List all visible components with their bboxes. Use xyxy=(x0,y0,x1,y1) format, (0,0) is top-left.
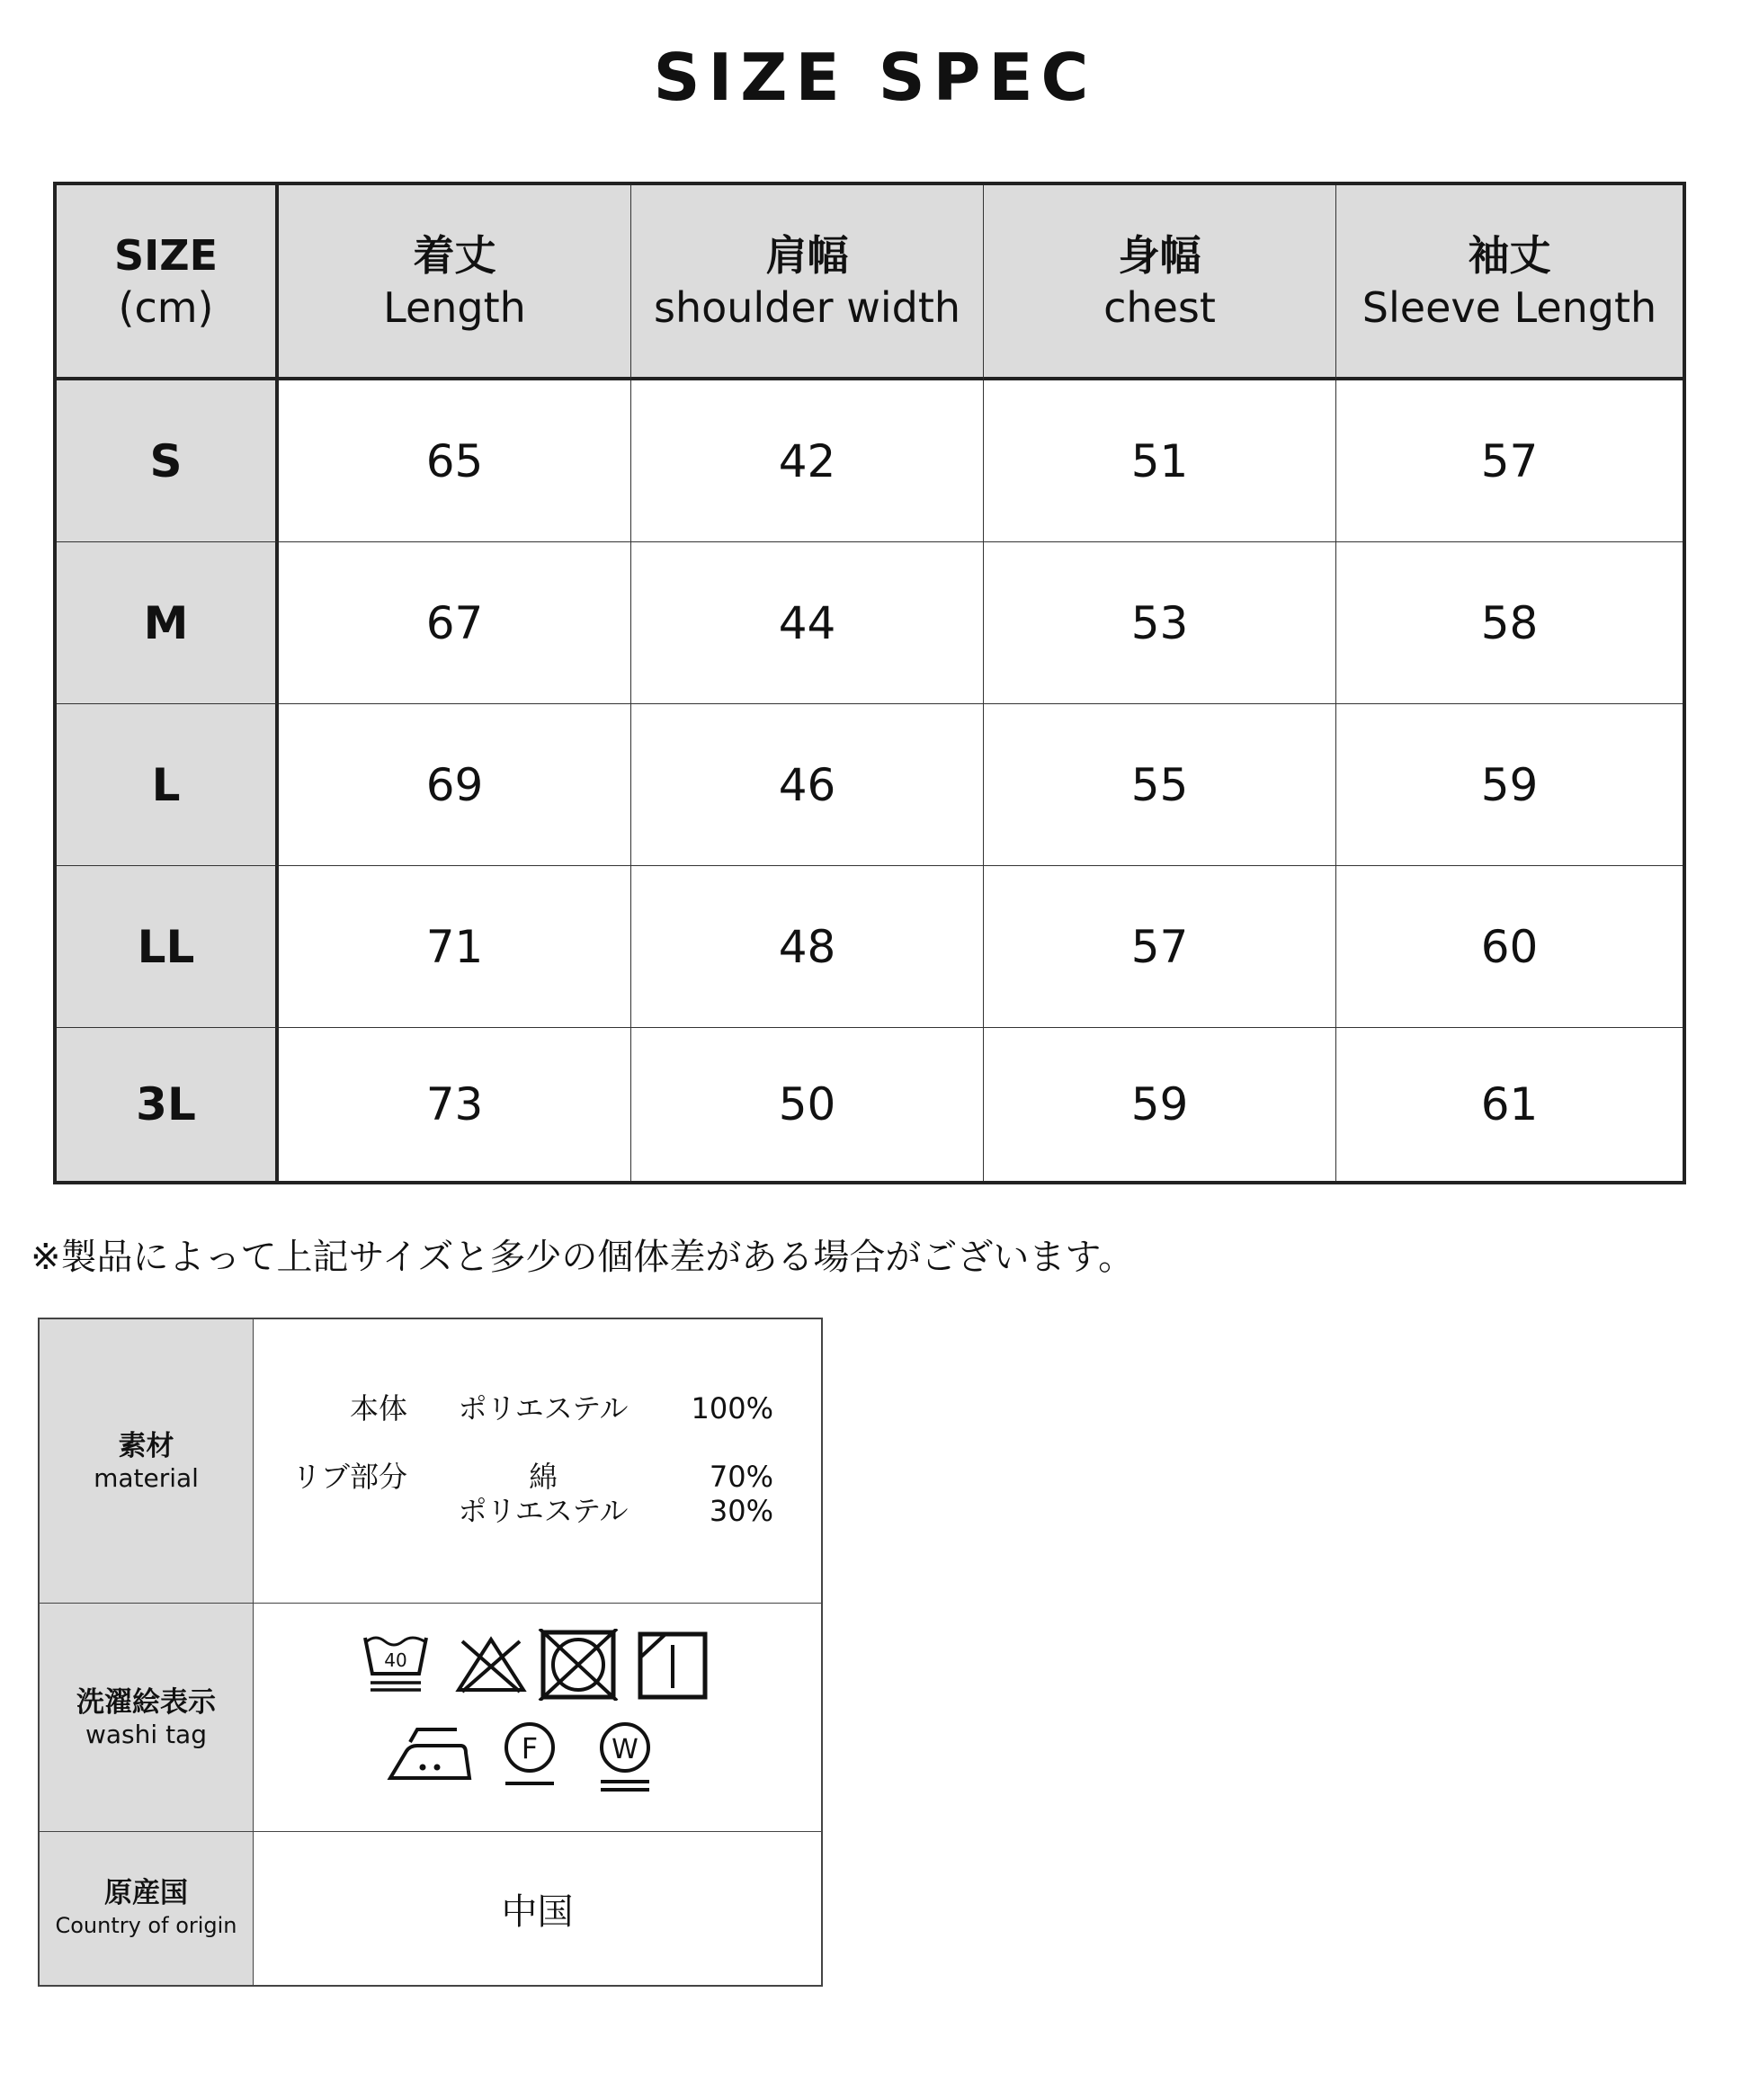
material-rib-fabric-1: 綿 xyxy=(528,1460,558,1494)
line-dry-icon xyxy=(637,1631,709,1701)
wash-symbols xyxy=(254,1604,821,1832)
table-cell: 46 xyxy=(631,704,984,866)
size-spec-table xyxy=(53,182,1686,1184)
material-label-en: material xyxy=(94,1462,199,1493)
table-cell: 65 xyxy=(279,380,631,542)
table-cell: 50 xyxy=(631,1028,984,1181)
table-cell: 57 xyxy=(1336,380,1683,542)
origin-label-jp: 原産国 xyxy=(104,1877,188,1909)
material-rib-fabric-2: ポリエステル xyxy=(458,1494,629,1528)
table-cell: 53 xyxy=(984,542,1336,704)
origin-body xyxy=(254,1832,821,1985)
row-size-label: 3L xyxy=(57,1028,279,1181)
table-cell: 51 xyxy=(984,380,1336,542)
table-cell: 60 xyxy=(1336,866,1683,1028)
header-shoulder-width xyxy=(631,185,984,380)
table-cell: 71 xyxy=(279,866,631,1028)
size-variance-note: ※製品によって上記サイズと多少の個体差がある場合がございます。 xyxy=(31,1237,1135,1278)
table-cell: 55 xyxy=(984,704,1336,866)
origin-label-en: Country of origin xyxy=(55,1913,237,1938)
material-rib-part: リブ部分 xyxy=(291,1460,407,1494)
no-tumble-dry-icon xyxy=(538,1629,619,1701)
table-cell: 48 xyxy=(631,866,984,1028)
wash-tub-40-icon xyxy=(362,1631,430,1695)
material-body-percent: 100% xyxy=(691,1391,773,1425)
table-cell: 57 xyxy=(984,866,1336,1028)
material-body-part: 本体 xyxy=(349,1391,407,1425)
wash-label-en: washi tag xyxy=(85,1719,207,1749)
table-cell: 69 xyxy=(279,704,631,866)
header-size-label: SIZE xyxy=(113,230,219,280)
wet-clean-w-icon xyxy=(595,1720,655,1796)
table-cell: 58 xyxy=(1336,542,1683,704)
header-length xyxy=(279,185,631,380)
wet-clean-letter: W xyxy=(612,1734,638,1765)
header-chest-jp: 身幅 xyxy=(1118,230,1201,280)
header-unit-label: (cm) xyxy=(118,282,214,332)
table-cell: 67 xyxy=(279,542,631,704)
table-cell: 59 xyxy=(984,1028,1336,1181)
dry-clean-f-icon xyxy=(500,1720,559,1792)
header-length-en: Length xyxy=(383,282,526,332)
row-size-label: LL xyxy=(57,866,279,1028)
header-chest-en: chest xyxy=(1103,282,1216,332)
row-size-label: M xyxy=(57,542,279,704)
page-title: SIZE SPEC xyxy=(653,40,1097,115)
material-body xyxy=(254,1319,821,1604)
wash-label-jp: 洗濯絵表示 xyxy=(76,1685,216,1719)
header-sleeve-en: Sleeve Length xyxy=(1362,282,1657,332)
header-sleeve-jp: 袖丈 xyxy=(1468,230,1551,280)
header-sleeve-length xyxy=(1336,185,1683,380)
table-cell: 61 xyxy=(1480,1078,1539,1130)
material-rib-percent-1: 70% xyxy=(709,1460,773,1494)
header-shoulder-en: shoulder width xyxy=(653,282,961,332)
row-size-label: L xyxy=(57,704,279,866)
header-length-jp: 着丈 xyxy=(413,230,496,280)
header-size-cm xyxy=(57,185,279,380)
no-bleach-icon xyxy=(453,1632,529,1695)
iron-medium-icon xyxy=(387,1724,473,1787)
material-label xyxy=(40,1319,254,1604)
table-cell: 59 xyxy=(1336,704,1683,866)
header-chest xyxy=(984,185,1336,380)
header-shoulder-jp: 肩幅 xyxy=(765,230,849,280)
origin-value: 中国 xyxy=(501,1890,574,1933)
dry-clean-letter: F xyxy=(521,1731,539,1765)
product-info-table xyxy=(38,1318,823,1987)
wash-temp-text: 40 xyxy=(384,1649,407,1671)
material-body-fabric: ポリエステル xyxy=(458,1391,629,1425)
table-cell: 73 xyxy=(279,1028,631,1181)
origin-label xyxy=(40,1832,254,1985)
material-label-jp: 素材 xyxy=(118,1429,174,1462)
row-size-label: S xyxy=(57,380,279,542)
wash-label xyxy=(40,1604,254,1832)
table-cell: 44 xyxy=(631,542,984,704)
material-rib-percent-2: 30% xyxy=(709,1494,773,1528)
table-cell: 42 xyxy=(631,380,984,542)
